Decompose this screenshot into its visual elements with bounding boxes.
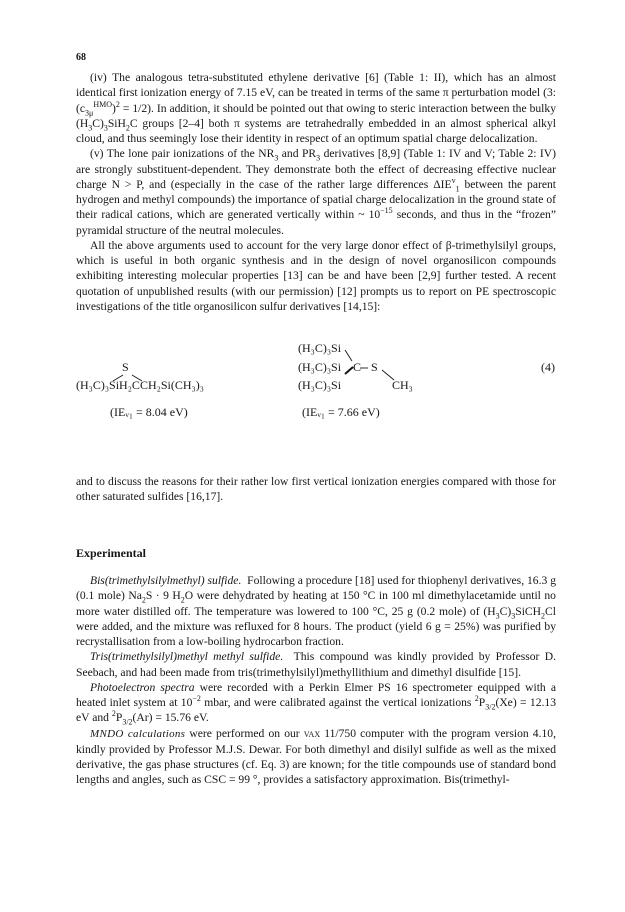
- paragraph-v: (v) The lone pair ionizations of the $NR_3$ and $PR_3$ derivatives [8,9] (Table 1: IV and V; Table 2: IV) are strongly substituent-dependent. They demonstrate both the effect of decreasing effective nuclear charge N > P, and (especially in the case of the rather large differences $\Delta IE^v_1$ between the parent hydrogen and methyl compounds) the importance of spatial charge delocalization in the ground state of their radical cations, which are generated vertically within ~ $10^{-15}$ seconds, and thus in the “frozen” pyramidal structure of the neutral molecules.: [76, 147, 557, 237]
- paragraph-iv: (iv) The analogous tetra-substituted ethylene derivative [6] (Table 1: II), which has an almost identical first ionization energy of 7.15 eV, can be treated in terms of the same π perturbation model (3: $(c_{3\mu}^{HMO})^2 = 1/2$). In addition, it should be pointed out that owing to steric interaction between the bulky $(H_3C)_3SiH_2C$ groups [2–4] both π systems are tetrahedrally embedded in an almost spherical alkyl cloud, and thus seemingly lose their identity in respect of an optimum spatial charge delocalization.: [76, 71, 556, 145]
- paragraph-tris-sulfide: Tris(trimethylsilyl)methyl methyl sulfide. This compound was kindly provided by Professor D. Seebach, and had been made from tris(trimethylsilyl)methyllithium and dimethyl disulfide [15].: [76, 650, 556, 679]
- page-number: 68: [76, 52, 86, 63]
- s1-sulfur: S: [122, 360, 129, 374]
- s1-left-group: (H₃C)₃SiH₂C: [76, 378, 140, 392]
- paragraph-mndo: MNDO calculations were performed on our vax 11/750 computer with the program version 4.10, kindly provided by Professor M.J.S. Dewar. For both dimethyl and disilyl sulfide as well as the mixed derivative, the gas phase structures (cf. Eq. 3) are known; for the title compounds use of standard bond lengths and angles, such as CSC = 99 °, provides a satisfactory approximation. Bis(trimethyl-: [76, 726, 556, 787]
- body-upper: [76, 70, 556, 314]
- s2-carbon: C: [353, 360, 362, 374]
- s2-group-mid: (H₃C)₃Si: [298, 360, 342, 374]
- paragraph-arguments: All the above arguments used to account for the very large donor effect of β-trimethylsilyl groups, which is useful in both organic synthesis and in the design of novel organosilicon compounds exhibiting interesting molecular properties [13] can be and have been [2,9] further tested. A recent quotation of unpublished results (with our permission) [12] prompts us to report on PE spectroscopic investigations of the title organosilicon sulfur derivatives [14,15]:: [76, 238, 556, 313]
- equation-number: (4): [541, 360, 555, 374]
- s2-group-top: (H₃C)₃Si: [298, 341, 342, 355]
- chemical-structures-eq4: [76, 337, 556, 457]
- s2-sulfur: S: [371, 360, 378, 374]
- s1-right-group: CH₂Si(CH₃)₃: [140, 378, 204, 392]
- paragraph-sulfide-prep: Bis(trimethylsilylmethyl) sulfide. Following a procedure [18] used for thiophenyl derivatives, 16.3 g (0.1 mole) $Na_2S \cdot 9$ $H_2O$ were dehydrated by heating at 150 °C in 100 ml dimethylacetamide until no more water distilled off. The temperature was lowered to 100 °C, 25 g (0.2 mole) of $(H_3C)_3SiCH_2Cl$ were added, and the mixture was refluxed for 8 hours. The product (yield 6 g = 25%) was purified by recrystallisation from a low-boiling hydrocarbon fraction.: [76, 574, 556, 648]
- body-experimental: [76, 573, 556, 788]
- paragraph-discuss: and to discuss the reasons for their rather low first vertical ionization energies compared with those for other saturated sulfides [16,17].: [76, 475, 556, 504]
- s2-methyl: CH₃: [392, 378, 413, 392]
- s2-group-bottom: (H₃C)₃Si: [298, 378, 342, 392]
- section-heading-experimental: Experimental: [76, 546, 146, 560]
- s2-ionization-energy: (IEᵥ₁ = 7.66 eV): [302, 405, 380, 419]
- s1-ionization-energy: (IEᵥ₁ = 8.04 eV): [110, 405, 188, 419]
- paragraph-pe-spectra: Photoelectron spectra were recorded with a Perkin Elmer PS 16 spectrometer equipped with a heated inlet system at $10^{-2}$ mbar, and were calibrated against the vertical ionizations $^2P_{3/2}(Xe) = 12.13$ eV and $^2P_{3/2}(Ar) = 15.76$ eV.: [76, 680, 556, 727]
